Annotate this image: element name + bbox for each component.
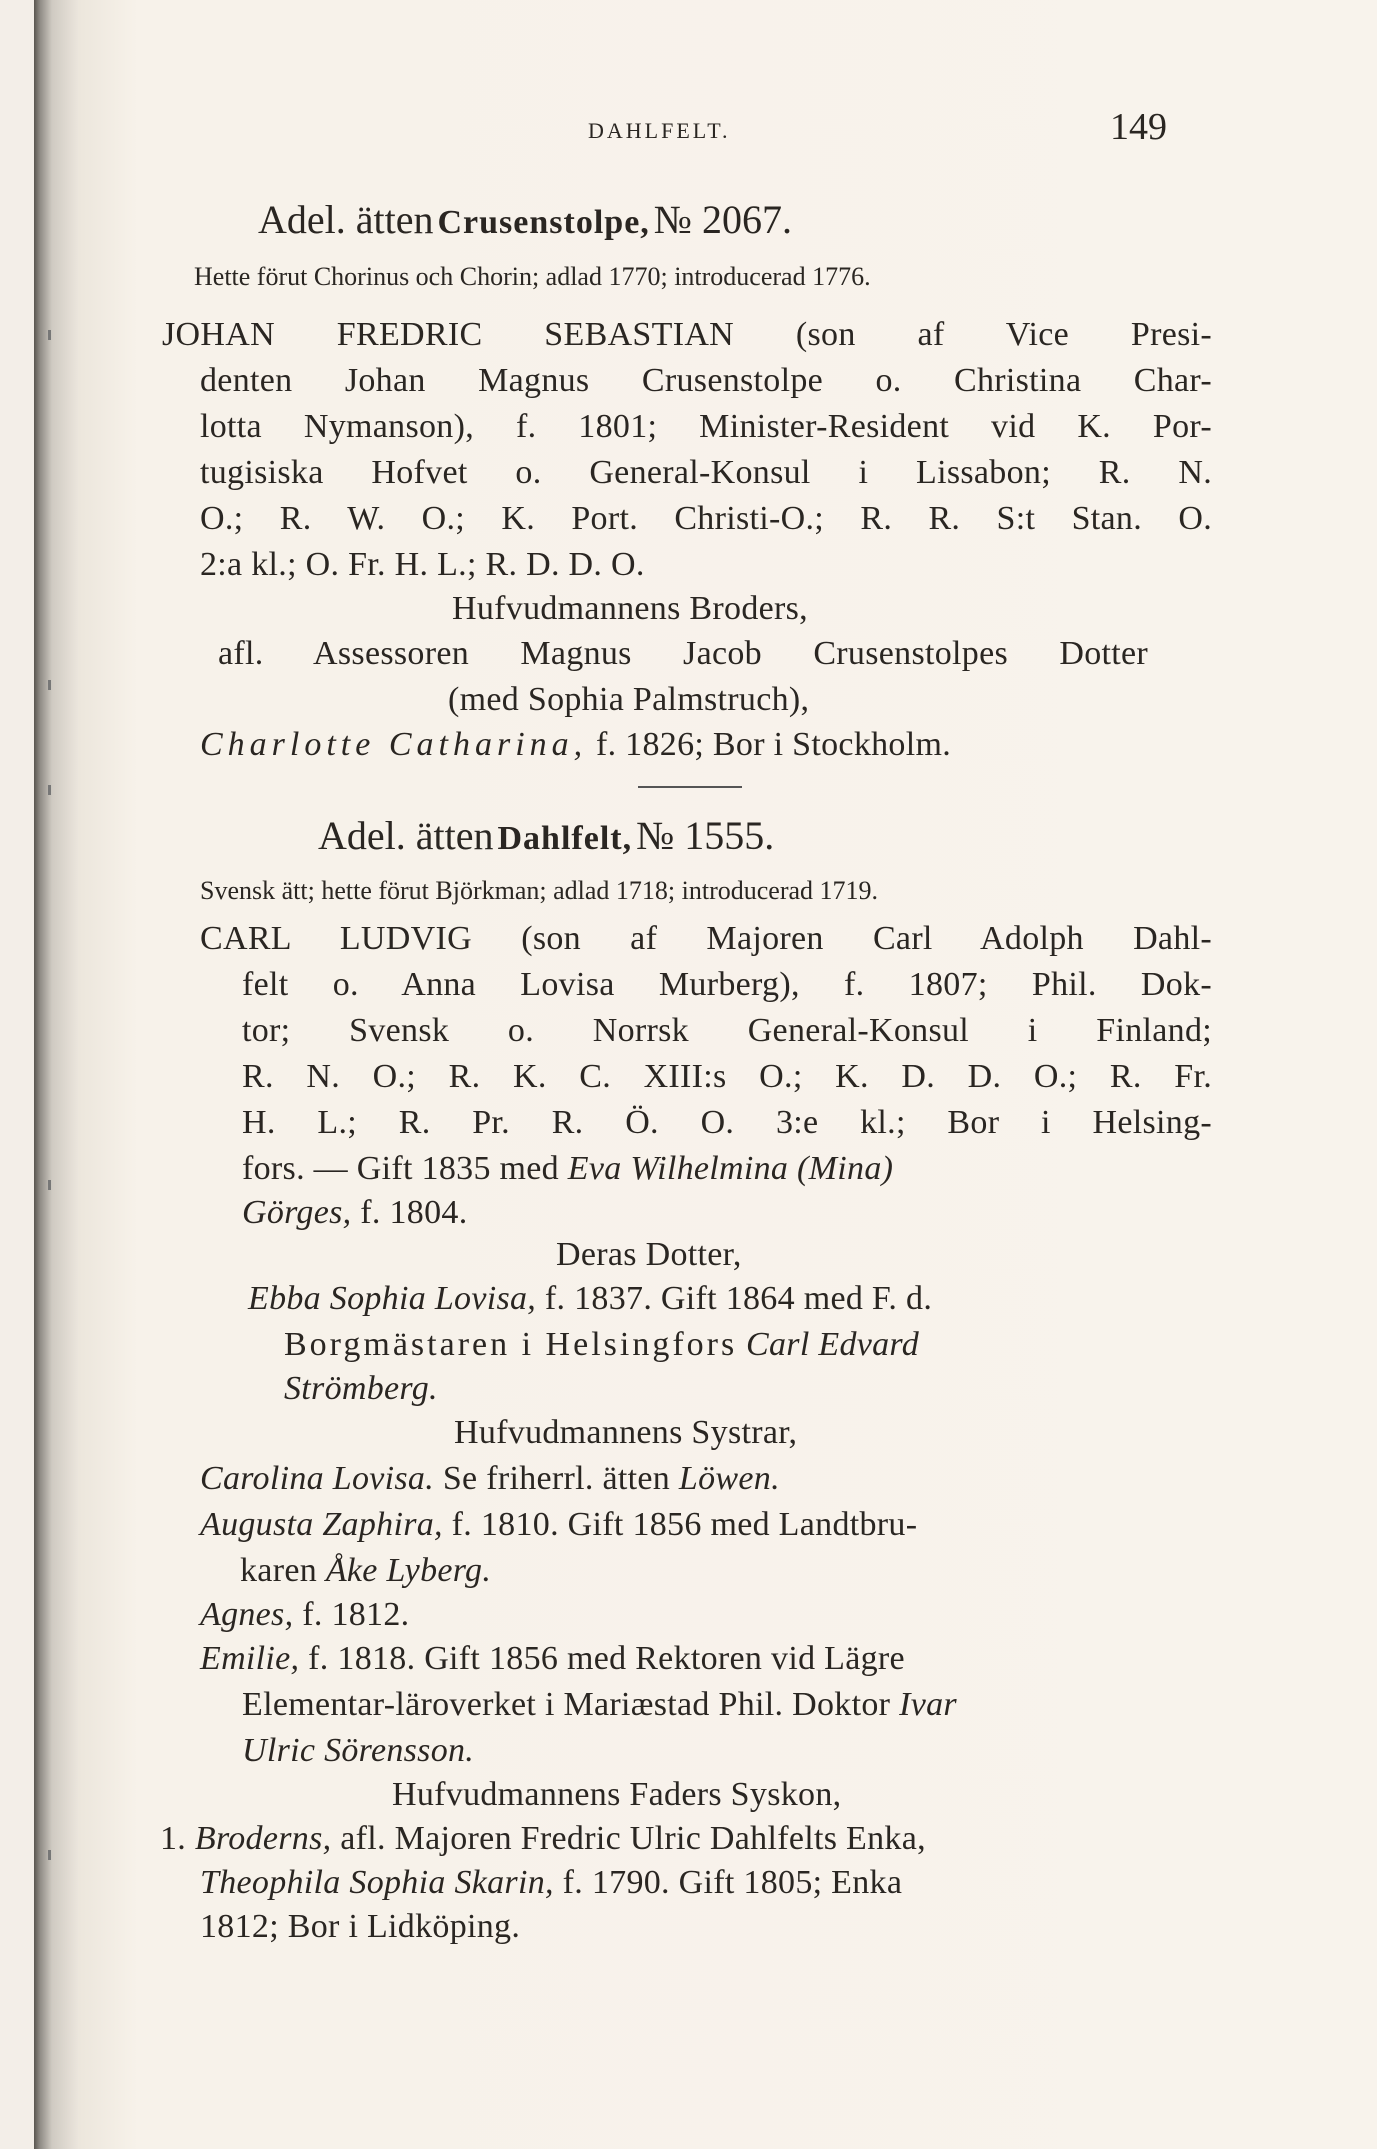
person-name: Broderns, — [194, 1820, 332, 1857]
person-details: Se friherrl. ätten — [442, 1460, 671, 1497]
person-name: Theophila Sophia Skarin, — [200, 1864, 554, 1901]
person-name: Charlotte Catharina, — [200, 726, 588, 763]
heading-prefix: Adel. ätten — [258, 197, 434, 242]
person-details: f. 1810. Gift 1856 med Landtbru- — [451, 1506, 918, 1543]
entry-text: Borgmästaren i Helsingfors — [284, 1326, 738, 1363]
entry-line: lotta Nymanson), f. 1801; Minister-Resident vid K. Por- — [200, 408, 1212, 445]
family-heading — [318, 813, 775, 858]
margin-mark — [48, 680, 51, 690]
entry-text: fors. — Gift 1835 med — [242, 1150, 559, 1187]
person-name: Ebba Sophia Lovisa, — [248, 1280, 537, 1317]
section-head: Deras Dotter, — [556, 1236, 742, 1273]
entry-line — [248, 1282, 932, 1316]
person-details: f. 1818. Gift 1856 med Rektoren vid Lägre — [308, 1640, 905, 1677]
entry-line: denten Johan Magnus Crusenstolpe o. Christina Char- — [200, 362, 1212, 399]
cross-reference: Löwen. — [678, 1460, 780, 1497]
entry-line — [200, 1508, 917, 1542]
margin-mark — [48, 1850, 51, 1860]
person-details: f. 1826; Bor i Stockholm. — [595, 726, 952, 763]
entry-line — [242, 1688, 957, 1722]
entry-line — [200, 1642, 905, 1676]
family-subheading: Svensk ätt; hette förut Björkman; adlad 1718; introducerad 1719. — [200, 876, 879, 905]
entry-line — [200, 728, 951, 762]
person-details: f. 1837. Gift 1864 med F. d. — [544, 1280, 933, 1317]
page-number: 149 — [1110, 106, 1167, 148]
entry-line — [242, 1196, 468, 1230]
person-details: afl. Majoren Fredric Ulric Dahlfelts Enka, — [340, 1820, 926, 1857]
person-name: Åke Lyberg. — [325, 1552, 492, 1589]
entry-text: karen — [240, 1552, 318, 1589]
family-name: Dahlfelt, — [497, 820, 633, 857]
entry-line — [200, 1598, 409, 1632]
person-details: f. 1812. — [302, 1596, 410, 1633]
entry-line — [284, 1328, 919, 1362]
entry-line — [242, 1152, 893, 1186]
person-name: Ivar — [899, 1686, 957, 1723]
book-spine-shadow — [34, 0, 78, 2149]
person-name: Görges, — [242, 1194, 352, 1231]
list-number: 1. — [160, 1820, 187, 1857]
running-head: DAHLFELT. — [588, 118, 731, 143]
person-name: Carl Edvard — [746, 1326, 920, 1363]
page-edge — [0, 0, 34, 2149]
entry-line: O.; R. W. O.; K. Port. Christi-O.; R. R. S:t Stan. O. — [200, 500, 1212, 537]
heading-prefix: Adel. ätten — [318, 813, 494, 858]
entry-line — [160, 1822, 926, 1856]
family-number: № 2067. — [653, 197, 792, 242]
person-name: Strömberg. — [284, 1370, 438, 1407]
entry-line: 1812; Bor i Lidköping. — [200, 1908, 521, 1945]
entry-line: JOHAN FREDRIC SEBASTIAN (son af Vice Presi- — [162, 316, 1212, 353]
section-divider — [638, 786, 742, 788]
margin-mark — [48, 1180, 51, 1190]
person-details: f. 1804. — [360, 1194, 468, 1231]
section-head: Hufvudmannens Broders, — [452, 590, 808, 627]
entry-line: tor; Svensk o. Norrsk General-Konsul i Finland; — [242, 1012, 1212, 1049]
person-name: Agnes, — [200, 1596, 294, 1633]
family-name: Crusenstolpe, — [437, 204, 650, 241]
margin-mark — [48, 330, 51, 340]
entry-line — [200, 1866, 902, 1900]
entry-line: (med Sophia Palmstruch), — [448, 681, 810, 718]
section-head: Hufvudmannens Faders Syskon, — [392, 1776, 842, 1813]
entry-text: Elementar-läroverket i Mariæstad Phil. Doktor — [242, 1686, 891, 1723]
family-number: № 1555. — [636, 813, 775, 858]
entry-line: R. N. O.; R. K. C. XIII:s O.; K. D. D. O.; R. Fr. — [242, 1058, 1212, 1095]
entry-line: CARL LUDVIG (son af Majoren Carl Adolph Dahl- — [200, 920, 1212, 957]
person-name: Ulric Sörensson. — [242, 1732, 475, 1769]
entry-line: afl. Assessoren Magnus Jacob Crusenstolpes Dotter — [218, 635, 1148, 672]
section-head: Hufvudmannens Systrar, — [454, 1414, 798, 1451]
entry-line: tugisiska Hofvet o. General-Konsul i Lissabon; R. N. — [200, 454, 1212, 491]
family-subheading: Hette förut Chorinus och Chorin; adlad 1770; introducerad 1776. — [194, 262, 871, 291]
person-name: Augusta Zaphira, — [200, 1506, 443, 1543]
entry-line — [240, 1554, 491, 1588]
margin-mark — [48, 785, 51, 795]
entry-line: H. L.; R. Pr. R. Ö. O. 3:e kl.; Bor i Helsing- — [242, 1104, 1212, 1141]
entry-line: 2:a kl.; O. Fr. H. L.; R. D. D. O. — [200, 546, 645, 583]
entry-line — [200, 1462, 780, 1496]
person-details: f. 1790. Gift 1805; Enka — [562, 1864, 903, 1901]
entry-line: felt o. Anna Lovisa Murberg), f. 1807; Phil. Dok- — [242, 966, 1212, 1003]
person-name: Emilie, — [200, 1640, 300, 1677]
family-heading — [258, 197, 792, 242]
person-name: Eva Wilhelmina (Mina) — [567, 1150, 894, 1187]
person-name: Carolina Lovisa. — [200, 1460, 435, 1497]
